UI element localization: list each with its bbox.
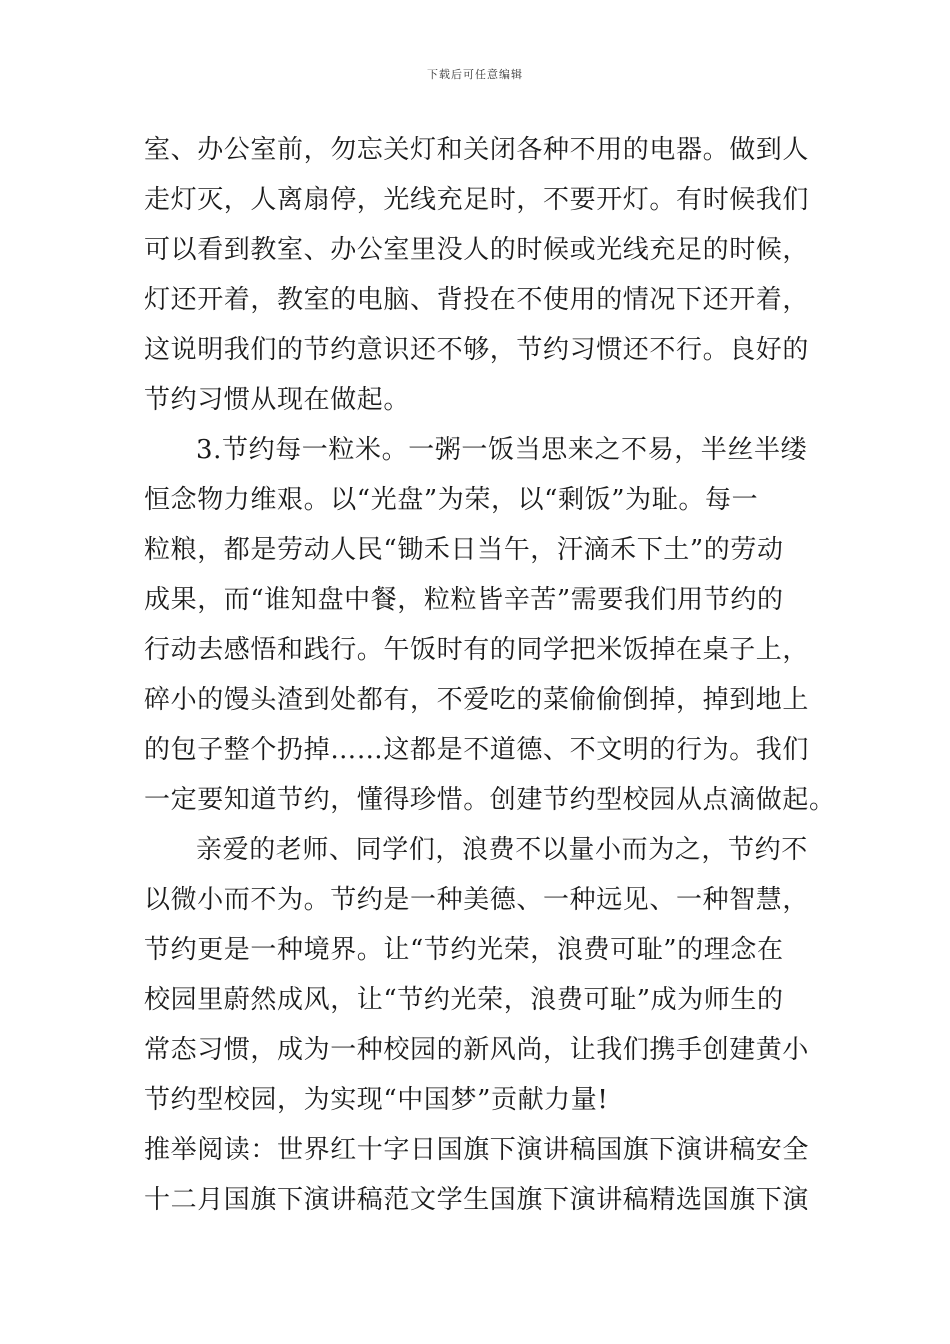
text-line: 的包子整个扔掉……这都是不道德、不文明的行为。我们 xyxy=(144,735,810,765)
text-line: 以微小而不为。节约是一种美德、一种远见、一种智慧， xyxy=(144,885,810,915)
paragraph-start-line: 3.节约每一粒米。一粥一饭当思来之不易，半丝半缕 xyxy=(196,435,808,465)
text-line: 这说明我们的节约意识还不够，节约习惯还不行。良好的 xyxy=(144,335,810,365)
text-line: 走灯灭，人离扇停，光线充足时，不要开灯。有时候我们 xyxy=(144,185,810,215)
text-line: 恒念物力维艰。以“光盘”为荣，以“剩饭”为耻。每一 xyxy=(144,485,759,515)
page-header: 下载后可任意编辑 xyxy=(427,68,523,81)
text-line: 节约型校园，为实现“中国梦”贡献力量! xyxy=(144,1085,609,1115)
recommended-reading-line: 十二月国旗下演讲稿范文学生国旗下演讲稿精选国旗下演 xyxy=(144,1185,810,1215)
text-line: 碎小的馒头渣到处都有，不爱吃的菜偷偷倒掉，掉到地上 xyxy=(144,685,810,715)
text-line: 粒粮，都是劳动人民“锄禾日当午，汗滴禾下土”的劳动 xyxy=(144,535,784,565)
text-line: 可以看到教室、办公室里没人的时候或光线充足的时候， xyxy=(144,235,810,265)
document-body xyxy=(144,125,836,1225)
text-line: 室、办公室前，勿忘关灯和关闭各种不用的电器。做到人 xyxy=(144,135,810,165)
text-line: 行动去感悟和践行。午饭时有的同学把米饭掉在桌子上， xyxy=(144,635,810,665)
text-line: 一定要知道节约，懂得珍惜。创建节约型校园从点滴做起。 xyxy=(144,785,836,815)
text-line: 校园里蔚然成风，让“节约光荣，浪费可耻”成为师生的 xyxy=(144,985,784,1015)
text-line: 灯还开着，教室的电脑、背投在不使用的情况下还开着， xyxy=(144,285,810,315)
text-line: 节约更是一种境界。让“节约光荣，浪费可耻”的理念在 xyxy=(144,935,784,965)
text-line: 常态习惯，成为一种校园的新风尚，让我们携手创建黄小 xyxy=(144,1035,810,1065)
text-line: 节约习惯从现在做起。 xyxy=(144,385,411,415)
paragraph-start-line: 亲爱的老师、同学们，浪费不以量小而为之，节约不 xyxy=(196,835,808,865)
recommended-reading-line: 推举阅读：世界红十字日国旗下演讲稿国旗下演讲稿安全 xyxy=(144,1135,810,1165)
text-line: 成果，而“谁知盘中餐，粒粒皆辛苦”需要我们用节约的 xyxy=(144,585,784,615)
